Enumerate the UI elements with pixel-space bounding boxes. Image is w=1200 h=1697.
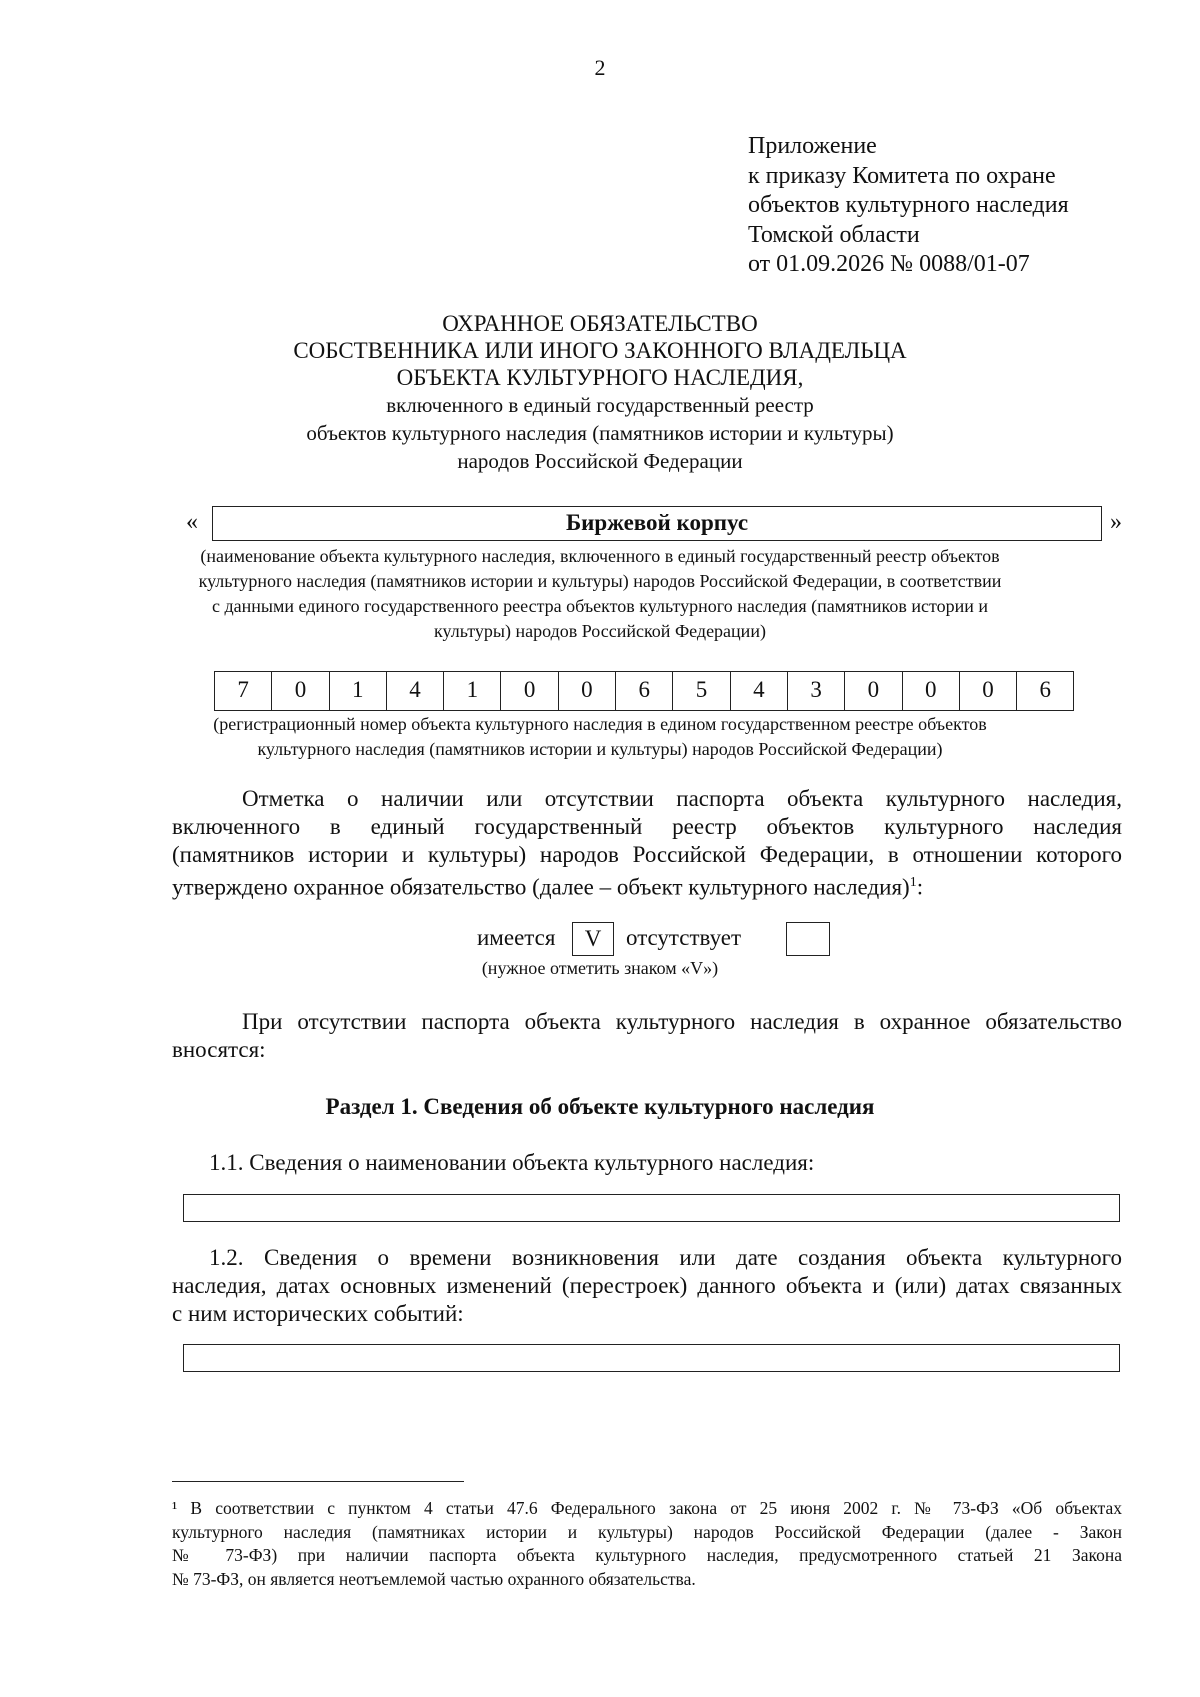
para-line: наследия, датах основных изменений (перестроек) данного объекта и (или) датах связанных — [172, 1273, 1122, 1298]
reg-digit[interactable]: 0 — [960, 672, 1017, 710]
present-label: имеется — [477, 925, 556, 950]
appendix-line: от 01.09.2026 № 0088/01-07 — [748, 251, 1030, 277]
item-1-2-field[interactable] — [183, 1344, 1120, 1372]
title-line: ОБЪЕКТА КУЛЬТУРНОГО НАСЛЕДИЯ, — [396, 365, 804, 390]
reg-digit[interactable]: 1 — [330, 672, 387, 710]
para-line: включенного в единый государственный реестр объектов культурного наследия — [172, 814, 1122, 839]
footnote-ref[interactable]: 1 — [909, 875, 917, 890]
reg-digit[interactable]: 7 — [215, 672, 272, 710]
reg-digit[interactable]: 5 — [673, 672, 730, 710]
close-quote: » — [1110, 509, 1122, 535]
section-1-title: Раздел 1. Сведения об объекте культурного наследия — [325, 1094, 875, 1119]
open-quote: « — [186, 509, 198, 535]
document-title — [0, 310, 1200, 475]
absence-paragraph — [172, 1008, 1122, 1064]
reg-digit[interactable]: 4 — [731, 672, 788, 710]
note-line: культурного наследия (памятников истории и культуры) народов Российской Федерации, в соответствии — [198, 571, 1002, 591]
para-line: 1.2. Сведения о времени возникновения или дате создания объекта культурного — [209, 1245, 1122, 1270]
para-line: с ним исторических событий: — [172, 1301, 464, 1326]
para-line: Отметка о наличии или отсутствии паспорта объекта культурного наследия, — [242, 786, 1122, 811]
para-line-text: утверждено охранное обязательство (далее – объект культурного наследия) — [172, 874, 910, 900]
appendix-header — [748, 132, 1069, 280]
reg-digit[interactable]: 0 — [559, 672, 616, 710]
reg-digit[interactable]: 1 — [444, 672, 501, 710]
title-line: включенного в единый государственный реестр — [386, 393, 814, 417]
para-line: вносятся: — [172, 1037, 266, 1062]
reg-digit[interactable]: 6 — [616, 672, 673, 710]
title-line: народов Российской Федерации — [457, 449, 743, 473]
item-1-1-field[interactable] — [183, 1194, 1120, 1222]
reg-digit[interactable]: 0 — [272, 672, 329, 710]
footnote — [172, 1497, 1122, 1591]
footnote-line: № 73-ФЗ, он является неотъемлемой частью охранного обязательства. — [172, 1568, 696, 1589]
reg-digit[interactable]: 0 — [501, 672, 558, 710]
footnote-line: культурного наследия (памятниках истории и культуры) народов Российской Федерации (далее - Закон — [172, 1521, 1122, 1542]
page-number: 2 — [594, 55, 606, 80]
appendix-line: Томской области — [748, 221, 920, 248]
absent-label: отсутствует — [626, 925, 742, 950]
reg-digit[interactable]: 3 — [788, 672, 845, 710]
item-1-1-label: 1.1. Сведения о наименовании объекта культурного наследия: — [209, 1150, 815, 1175]
title-line: СОБСТВЕННИКА ИЛИ ИНОГО ЗАКОННОГО ВЛАДЕЛЬЦА — [293, 338, 907, 363]
footnote-line: № 73-ФЗ) при наличии паспорта объекта культурного наследия, предусмотренного статьей 21 Закона — [172, 1545, 1122, 1565]
appendix-line: объектов культурного наследия — [748, 192, 1069, 218]
note-line: культурного наследия (памятников истории и культуры) народов Российской Федерации) — [257, 739, 943, 759]
note-line: с данными единого государственного реестра объектов культурного наследия (памятников истории и — [211, 596, 989, 616]
para-line-last — [172, 869, 1122, 902]
absent-checkbox[interactable] — [786, 922, 830, 956]
appendix-line: Приложение — [748, 133, 877, 159]
reg-digit[interactable]: 4 — [387, 672, 444, 710]
object-name-field[interactable]: Биржевой корпус — [212, 506, 1102, 541]
note-line: (наименование объекта культурного наследия, включенного в единый государственный реестр объектов — [200, 546, 1000, 566]
check-note: (нужное отметить знаком «V») — [481, 958, 719, 978]
footnote-divider — [172, 1481, 464, 1482]
title-line: ОХРАННОЕ ОБЯЗАТЕЛЬСТВО — [442, 311, 758, 336]
note-line: (регистрационный номер объекта культурного наследия в едином государственном реестре объектов — [213, 714, 987, 734]
item-1-1 — [172, 1149, 1122, 1177]
reg-digit[interactable]: 6 — [1017, 672, 1074, 710]
passport-paragraph — [172, 785, 1122, 902]
item-1-2 — [172, 1244, 1122, 1328]
registration-number-grid — [214, 671, 1074, 711]
title-line: объектов культурного наследия (памятников истории и культуры) — [306, 421, 894, 445]
appendix-line: к приказу Комитета по охране — [748, 162, 1056, 189]
present-checkbox[interactable]: V — [572, 922, 614, 956]
para-line: При отсутствии паспорта объекта культурного наследия в охранное обязательство — [242, 1009, 1122, 1034]
registration-note — [0, 712, 1200, 762]
object-name-note — [0, 544, 1200, 644]
para-line: (памятников истории и культуры) народов Российской Федерации, в отношении которого — [172, 842, 1122, 867]
colon: : — [916, 874, 924, 900]
reg-digit[interactable]: 0 — [845, 672, 902, 710]
footnote-line: ¹ В соответствии с пунктом 4 статьи 47.6 Федерального закона от 25 июня 2002 г. № 73-ФЗ «Об объектах — [172, 1498, 1122, 1518]
reg-digit[interactable]: 0 — [903, 672, 960, 710]
note-line: культуры) народов Российской Федерации) — [434, 621, 766, 641]
